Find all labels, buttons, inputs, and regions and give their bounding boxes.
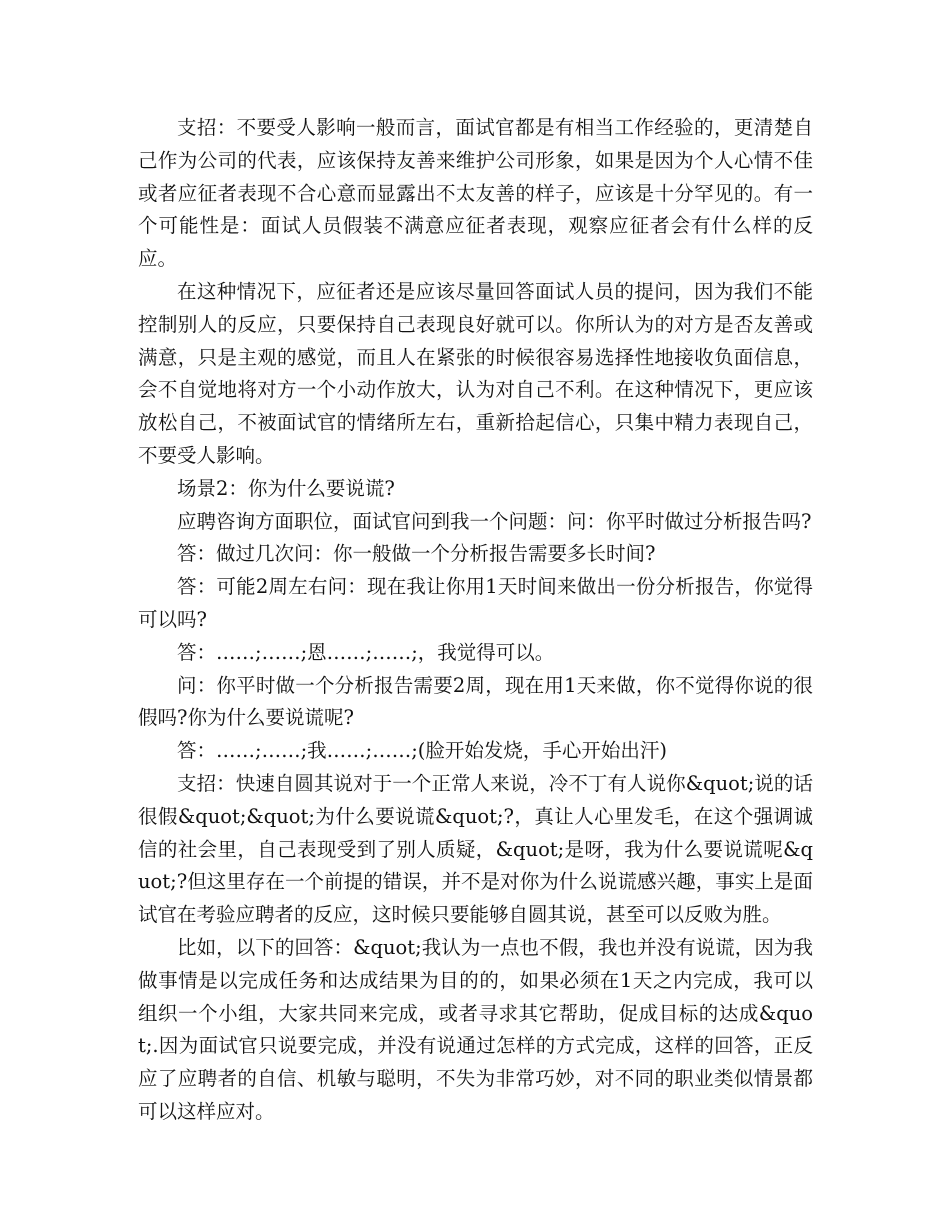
paragraph-stay-composed: 在这种情况下，应征者还是应该尽量回答面试人员的提问，因为我们不能控制别人的反应，只要保持自己表现良好就可以。你所认为的对方是否友善或满意，只是主观的感觉，而且人在紧张的时候很容易选择性地接收负面信息，会不自觉地将对方一个小动作放大，认为对自己不利。在这种情况下，更应该放松自己，不被面试官的情绪所左右，重新拾起信心，只集中精力表现自己，不要受人影响。 (138, 279, 813, 467)
paragraph-question-lying: 问：你平时做一个分析报告需要2周，现在用1天来做，你不觉得你说的很假吗?你为什么要说谎呢? (138, 673, 813, 730)
paragraph-answer-2: 答：可能2周左右问：现在我让你用1天时间来做出一份分析报告，你觉得可以吗? (138, 575, 813, 631)
paragraph-interview-question: 应聘咨询方面职位，面试官问到我一个问题：问：你平时做过分析报告吗? (177, 509, 812, 533)
paragraph-tip-self-consistent: 支招：快速自圆其说对于一个正常人来说，冷不丁有人说你&quot;说的话很假&quot;&quot;为什么要说谎&quot;?，真让人心里发毛，在这个强调诚信的社会里，自己表现受到了别人质疑，&quot;是呀，我为什么要说谎呢&quot;?但这里存在一个前提的错误，并不是对你为什么说谎感兴趣，事实上是面试官在考验应聘者的反应，这时候只要能够自圆其说，甚至可以反败为胜。 (138, 771, 813, 927)
paragraph-example-answer: 比如，以下的回答：&quot;我认为一点也不假，我也并没有说谎，因为我做事情是以完成任务和达成结果为目的的，如果必须在1天之内完成，我可以组织一个小组，大家共同来完成，或者寻求其它帮助，促成目标的达成&quot;.因为面试官只说要完成，并没有说通过怎样的方式完成，这样的回答，正反应了应聘者的自信、机敏与聪明，不失为非常巧妙，对不同的职业类似情景都可以这样应对。 (138, 935, 813, 1123)
document-body (138, 112, 813, 1129)
paragraph-scene-2-heading: 场景2：你为什么要说谎? (177, 476, 395, 500)
paragraph-answer-4: 答：……;……;我……;……;(脸开始发烧，手心开始出汗) (177, 739, 667, 763)
paragraph-answer-1: 答：做过几次问：你一般做一个分析报告需要多长时间? (177, 542, 656, 566)
paragraph-tip-not-influenced: 支招：不要受人影响一般而言，面试官都是有相当工作经验的，更清楚自己作为公司的代表，应该保持友善来维护公司形象，如果是因为个人心情不佳或者应征者表现不合心意而显露出不太友善的样子，应该是十分罕见的。有一个可能性是：面试人员假装不满意应征者表现，观察应征者会有什么样的反应。 (138, 116, 813, 271)
paragraph-answer-3: 答：……;……;恩……;……;，我觉得可以。 (177, 640, 555, 664)
